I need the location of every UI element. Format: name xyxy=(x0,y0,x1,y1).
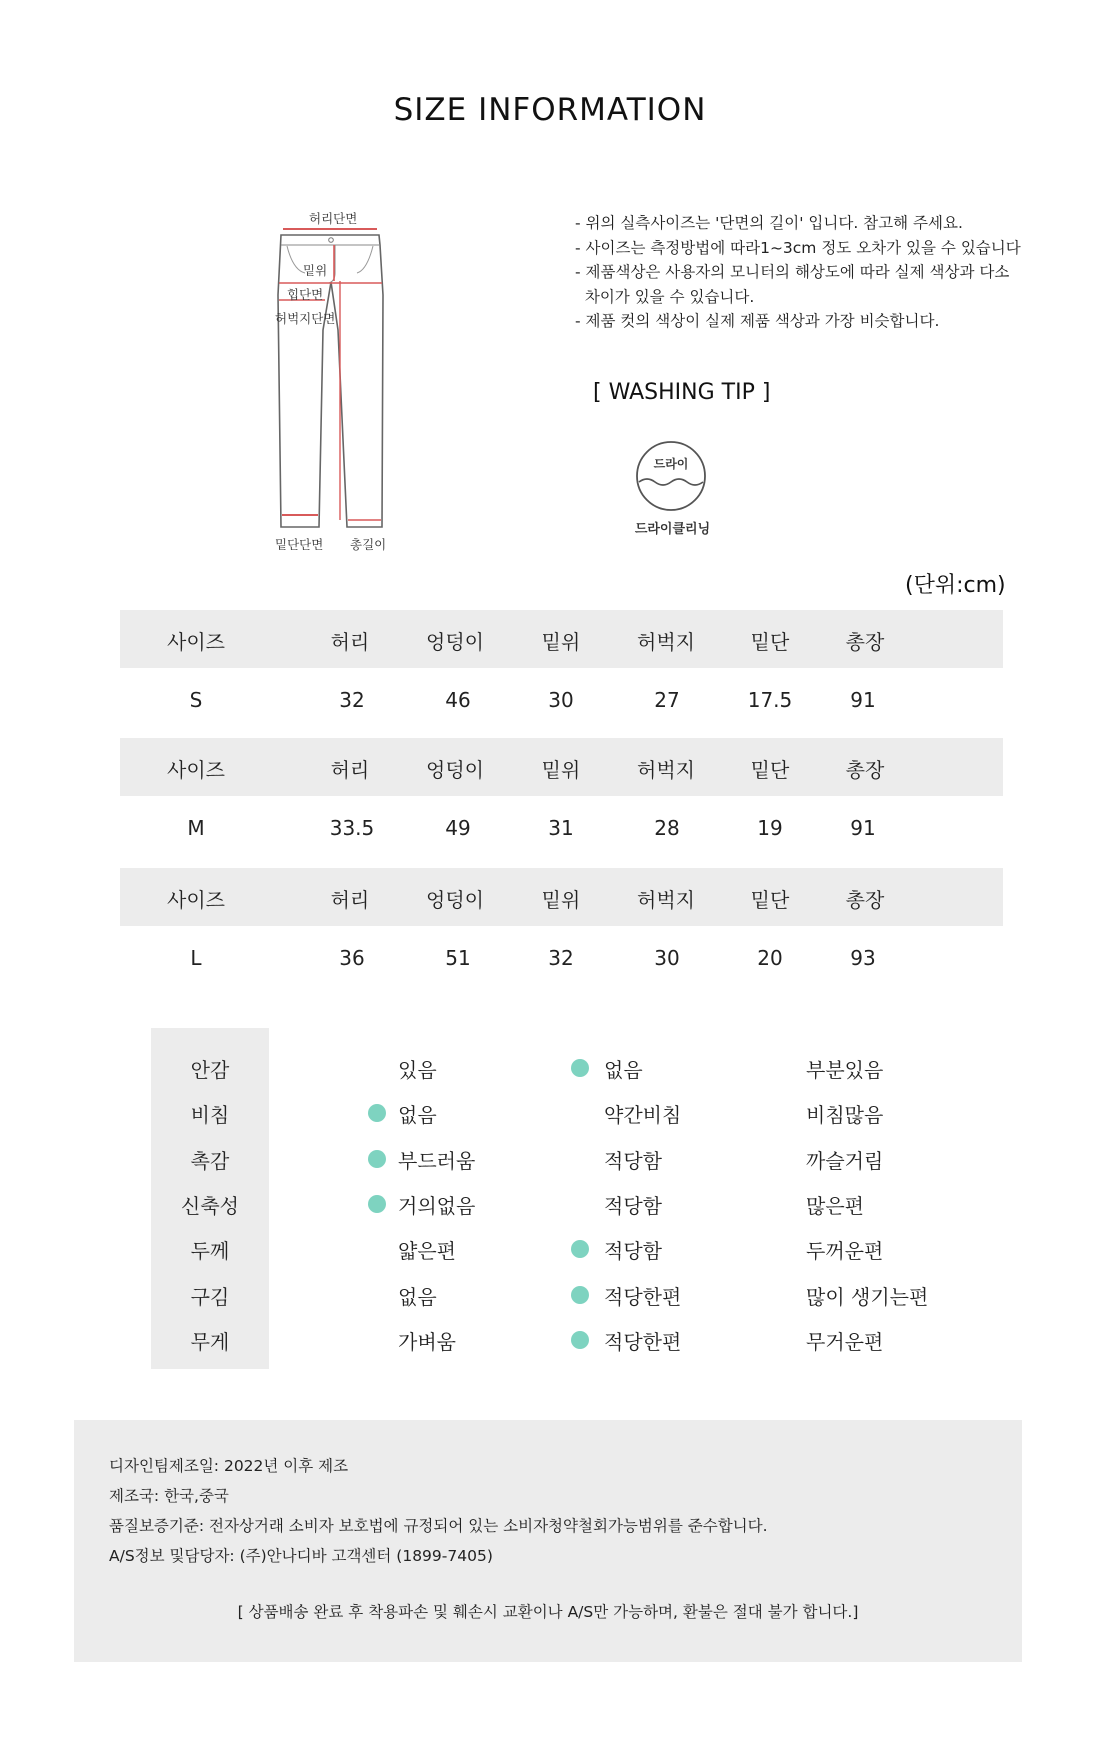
header-cell: 허벅지 xyxy=(637,888,695,912)
info-line: 디자인팀제조일: 2022년 이후 제조 xyxy=(109,1457,349,1475)
feature-option: 적당함 xyxy=(604,1239,662,1264)
feature-option: 비침많음 xyxy=(806,1103,884,1128)
table-cell: 27 xyxy=(654,688,680,712)
info-line: 제조국: 한국,중국 xyxy=(109,1487,229,1505)
feature-option: 많이 생기는편 xyxy=(806,1284,929,1309)
diagram-label-thigh: 허벅지단면 xyxy=(275,311,336,326)
table-cell: 30 xyxy=(548,688,574,712)
feature-option: 얇은편 xyxy=(398,1239,456,1264)
header-cell: 사이즈 xyxy=(167,888,225,912)
header-cell: 엉덩이 xyxy=(426,888,484,912)
feature-option: 적당함 xyxy=(604,1148,662,1173)
table-cell: 28 xyxy=(654,816,680,840)
header-cell: 밑위 xyxy=(541,758,581,782)
diagram-label-rise: 밑위 xyxy=(303,263,328,278)
pants-diagram xyxy=(265,211,405,555)
table-cell: 33.5 xyxy=(329,816,375,840)
feature-label-sheer: 비침 xyxy=(190,1103,230,1128)
table-cell: 17.5 xyxy=(747,688,793,712)
feature-label-weight: 무게 xyxy=(190,1329,230,1354)
header-cell: 허리 xyxy=(330,630,370,654)
table-header-row xyxy=(120,868,1003,926)
info-line: A/S정보 및담당자: (주)안나디바 고객센터 (1899-7405) xyxy=(109,1547,493,1565)
info-line: 품질보증기준: 전자상거래 소비자 보호법에 규정되어 있는 소비자청약철회가능범위를 준수합니다. xyxy=(109,1517,768,1535)
table-cell: 31 xyxy=(548,816,574,840)
feature-option: 없음 xyxy=(398,1103,437,1128)
header-cell: 총장 xyxy=(845,758,885,782)
feature-label-stretch: 신축성 xyxy=(181,1193,239,1218)
note-line: - 위의 실측사이즈는 '단면의 길이' 입니다. 참고해 주세요. xyxy=(575,214,963,232)
feature-option: 없음 xyxy=(398,1284,437,1309)
selected-dot-icon xyxy=(368,1104,386,1122)
diagram-label-hip: 힙단면 xyxy=(287,287,324,302)
feature-option: 없음 xyxy=(604,1058,643,1082)
table-cell: 20 xyxy=(757,946,783,970)
table-row xyxy=(120,796,1003,860)
feature-label-wrinkle: 구김 xyxy=(190,1284,230,1309)
table-cell: 91 xyxy=(850,816,876,840)
note-line: - 사이즈는 측정방법에 따라1~3cm 정도 오차가 있을 수 있습니다 xyxy=(575,238,1021,257)
table-cell: 46 xyxy=(445,688,471,712)
table-cell: 32 xyxy=(548,946,574,970)
table-cell: M xyxy=(187,816,205,840)
table-header-row xyxy=(120,738,1003,796)
dry-clean-icon xyxy=(633,438,709,518)
diagram-label-hem: 밑단단면 xyxy=(275,537,324,552)
feature-option: 적당함 xyxy=(604,1193,662,1218)
header-cell: 사이즈 xyxy=(167,758,225,782)
table-cell: 19 xyxy=(757,816,783,840)
header-cell: 엉덩이 xyxy=(426,758,484,782)
dry-clean-icon-text: 드라이 xyxy=(653,457,689,471)
header-cell: 밑단 xyxy=(750,758,790,782)
feature-label-thickness: 두께 xyxy=(190,1239,230,1264)
header-cell: 총장 xyxy=(845,888,885,912)
table-row xyxy=(120,668,1003,732)
unit-label: (단위:cm) xyxy=(905,573,1006,598)
header-cell: 밑위 xyxy=(541,630,581,654)
selected-dot-icon xyxy=(368,1150,386,1168)
note-line: - 제품색상은 사용자의 모니터의 해상도에 따라 실제 색상과 다소 xyxy=(575,263,1010,281)
product-info-box xyxy=(74,1420,1022,1662)
header-cell: 허벅지 xyxy=(637,758,695,782)
page-title: SIZE INFORMATION xyxy=(393,92,707,128)
header-cell: 허리 xyxy=(330,758,370,782)
note-line: 차이가 있을 수 있습니다. xyxy=(575,287,755,306)
header-cell: 엉덩이 xyxy=(426,630,484,654)
selected-dot-icon xyxy=(571,1059,589,1077)
refund-notice: [ 상품배송 완료 후 착용파손 및 훼손시 교환이나 A/S만 가능하며, 환불은 절대 불가 합니다.] xyxy=(237,1603,859,1621)
diagram-label-length: 총길이 xyxy=(350,537,387,552)
header-cell: 총장 xyxy=(845,630,885,654)
table-cell: S xyxy=(189,688,203,712)
table-cell: L xyxy=(190,946,202,970)
feature-option: 약간비침 xyxy=(604,1103,682,1128)
header-cell: 사이즈 xyxy=(167,630,225,654)
table-cell: 91 xyxy=(850,688,876,712)
feature-option: 거의없음 xyxy=(398,1193,476,1218)
header-cell: 허리 xyxy=(330,888,370,912)
selected-dot-icon xyxy=(571,1240,589,1258)
feature-option: 두꺼운편 xyxy=(806,1239,884,1264)
washing-tip-title: [ WASHING TIP ] xyxy=(593,380,771,405)
washing-caption: 드라이클리닝 xyxy=(634,522,711,537)
size-notes xyxy=(575,211,1021,334)
selected-dot-icon xyxy=(368,1195,386,1213)
header-cell: 밑단 xyxy=(750,630,790,654)
table-cell: 93 xyxy=(850,946,876,970)
feature-option: 까슬거림 xyxy=(806,1148,884,1173)
feature-option: 많은편 xyxy=(806,1193,864,1218)
feature-label-lining: 안감 xyxy=(190,1058,230,1082)
header-cell: 밑단 xyxy=(750,888,790,912)
feature-option: 부드러움 xyxy=(398,1148,476,1173)
table-cell: 36 xyxy=(339,946,365,970)
selected-dot-icon xyxy=(571,1331,589,1349)
table-cell: 49 xyxy=(445,816,471,840)
feature-option: 부분있음 xyxy=(806,1058,884,1082)
feature-option: 있음 xyxy=(398,1058,437,1082)
feature-label-touch: 촉감 xyxy=(190,1148,230,1173)
table-cell: 32 xyxy=(339,688,365,712)
diagram-label-waist: 허리단면 xyxy=(309,211,358,226)
selected-dot-icon xyxy=(571,1286,589,1304)
note-line: - 제품 컷의 색상이 실제 제품 색상과 가장 비슷합니다. xyxy=(575,312,940,330)
header-cell: 밑위 xyxy=(541,888,581,912)
feature-option: 적당한편 xyxy=(604,1329,682,1354)
feature-option: 가벼움 xyxy=(398,1329,456,1354)
pants-outline-icon xyxy=(265,215,405,555)
table-header-row xyxy=(120,610,1003,668)
feature-option: 적당한편 xyxy=(604,1284,682,1309)
table-cell: 30 xyxy=(654,946,680,970)
header-cell: 허벅지 xyxy=(637,630,695,654)
table-cell: 51 xyxy=(445,946,471,970)
table-row xyxy=(120,926,1003,990)
feature-option: 무거운편 xyxy=(806,1329,884,1354)
